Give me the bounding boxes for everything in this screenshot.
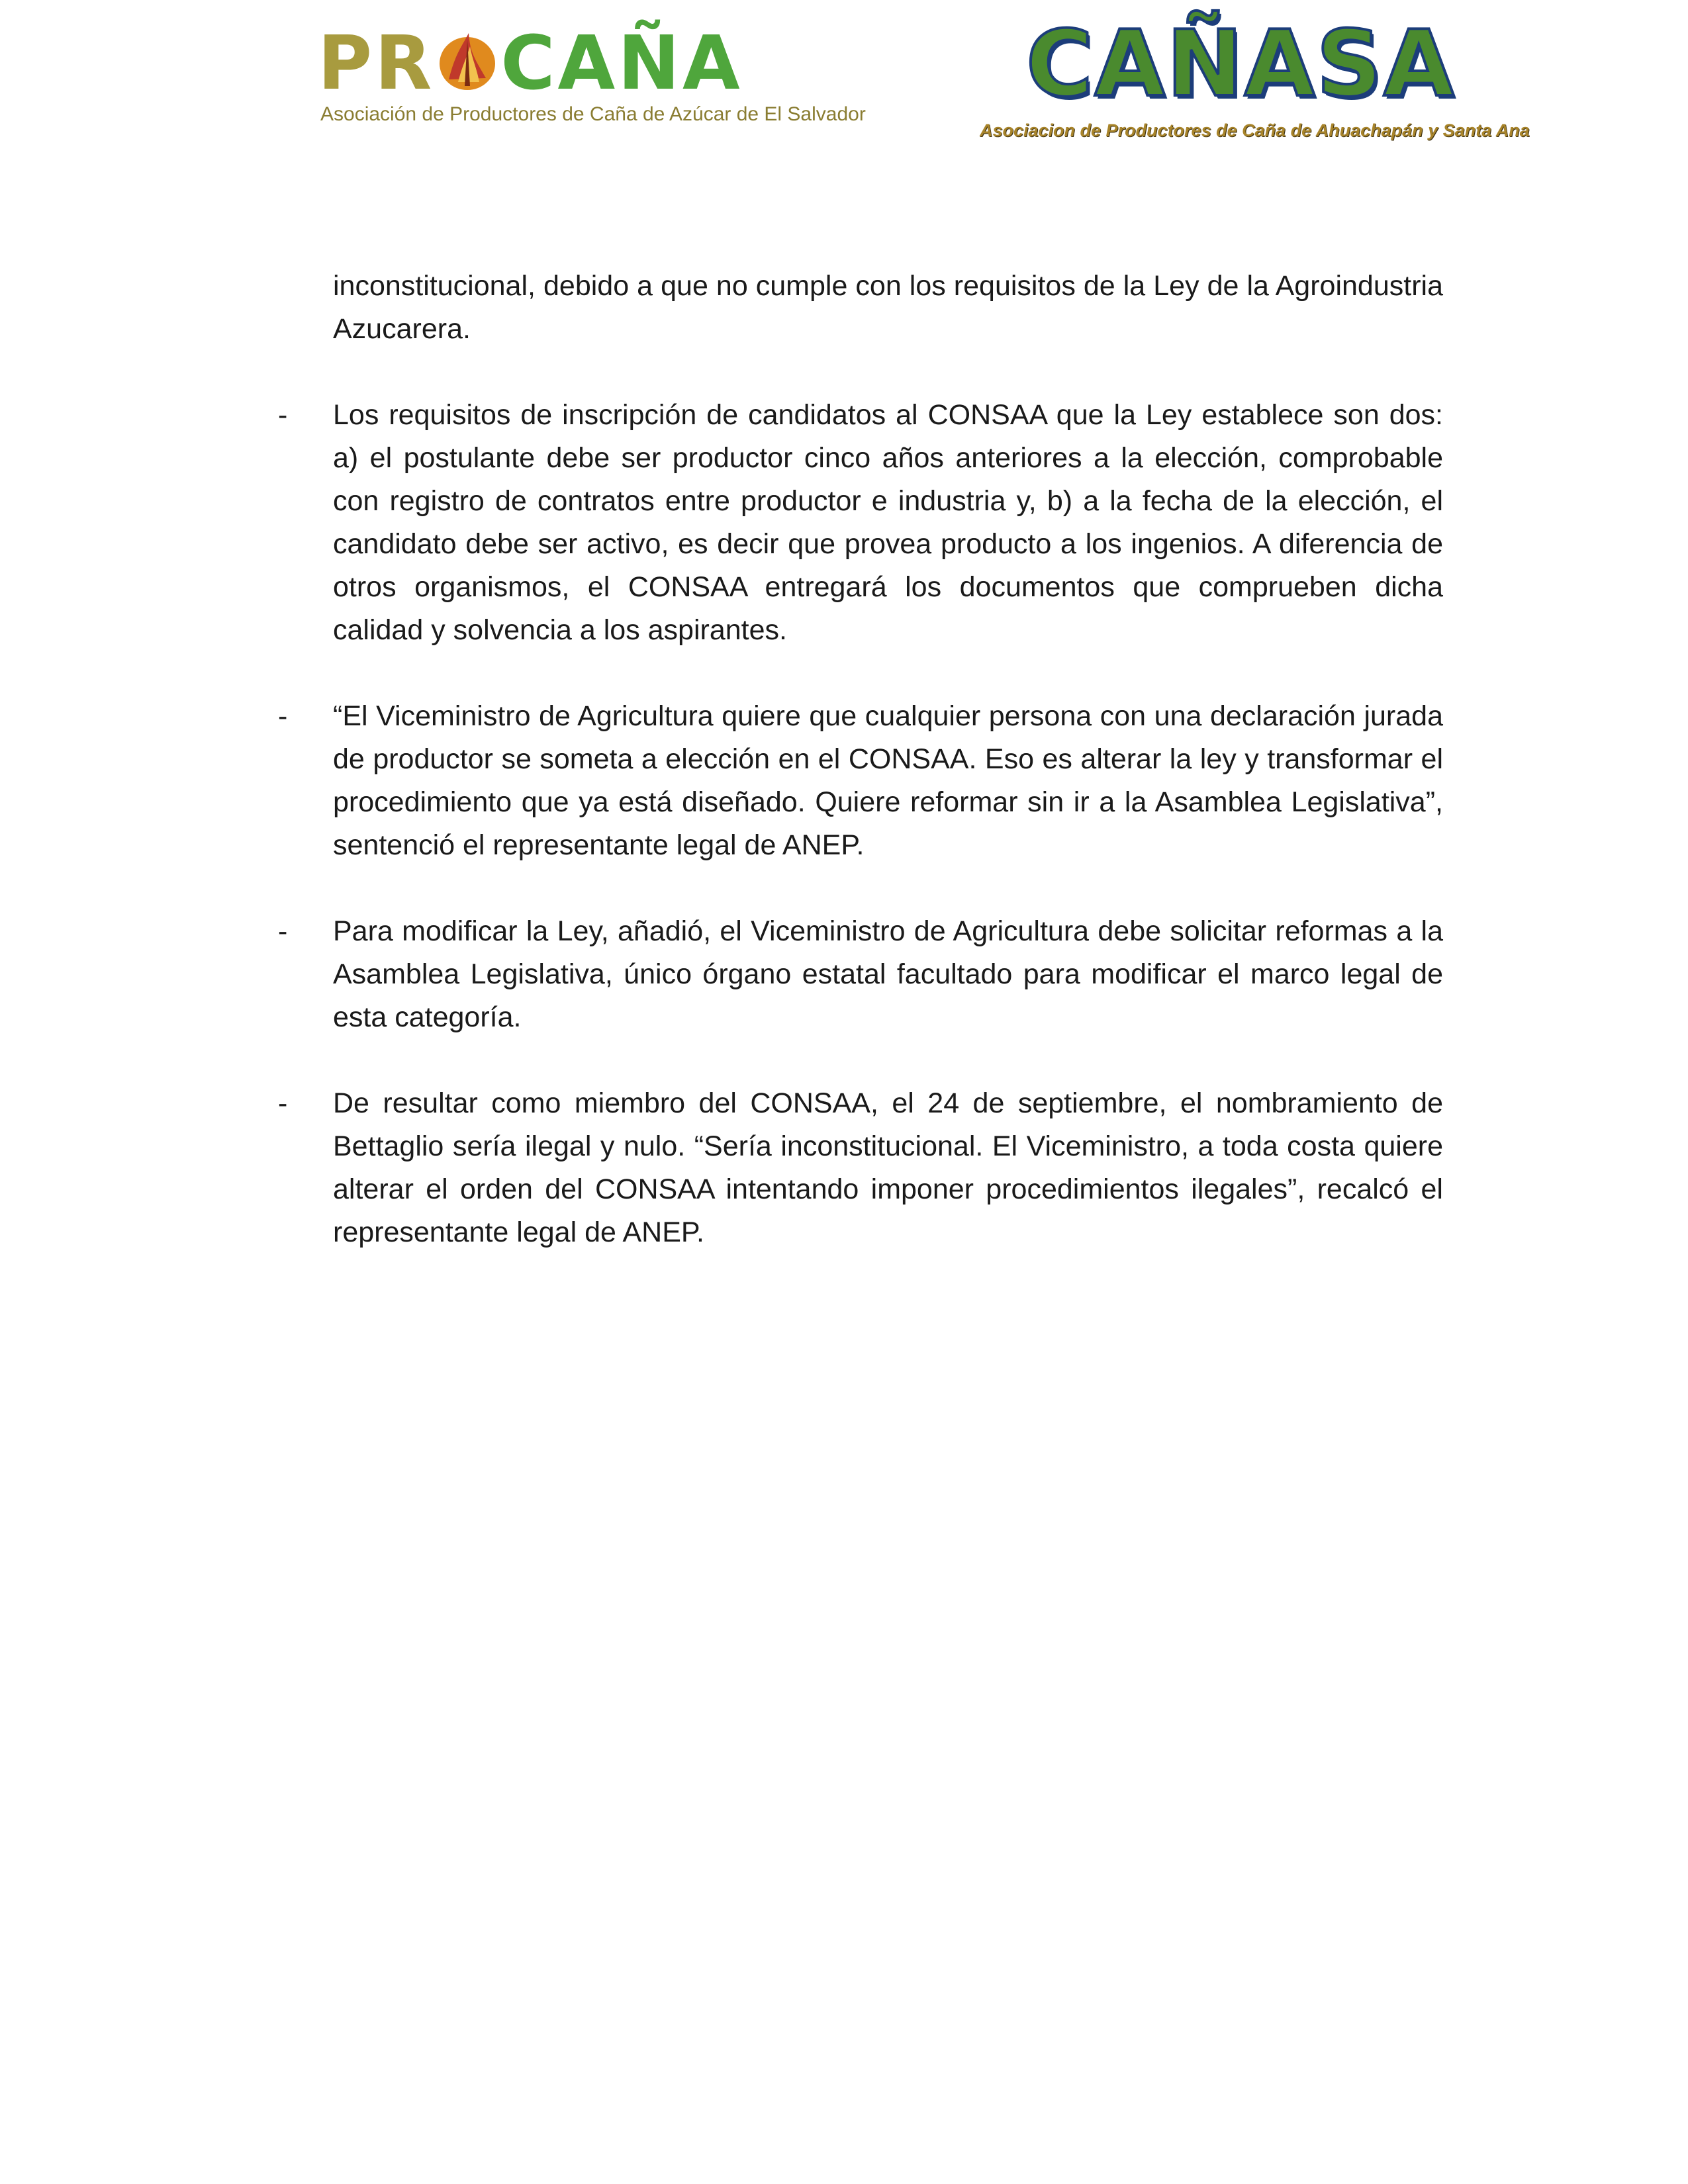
bullet-dash: - bbox=[278, 399, 288, 431]
list-item-text: Los requisitos de inscripción de candidatos al CONSAA que la Ley establece son dos: a) el postulante debe ser productor cinco años anteriores a la elección, comprobable con registro de contratos entre productor e industria y, b) a la fecha de la elección, el candidato debe ser activo, es decir que provea producto a los ingenios. A diferencia de otros organismos, el CONSAA entregará los documentos que comprueben dicha calidad y solvencia a los aspirantes. bbox=[333, 399, 1443, 646]
procana-wordmark bbox=[318, 21, 743, 107]
bullet-dash: - bbox=[278, 1087, 288, 1119]
document-body bbox=[278, 265, 1443, 1297]
procana-word-left: PR bbox=[318, 21, 435, 107]
continuation-paragraph bbox=[278, 265, 1443, 351]
page-header bbox=[0, 0, 1688, 159]
list-item bbox=[278, 394, 1443, 652]
bullet-dash: - bbox=[278, 700, 288, 732]
list-item-text: Para modificar la Ley, añadió, el Viceministro de Agricultura debe solicitar reformas a la Asamblea Legislativa, único órgano estatal facultado para modificar el marco legal de esta categoría. bbox=[333, 915, 1443, 1033]
list-item bbox=[278, 1082, 1443, 1254]
procana-logo bbox=[318, 21, 866, 126]
cane-flame-icon bbox=[436, 26, 499, 93]
bullet-dash: - bbox=[278, 915, 288, 947]
list-item-text: “El Viceministro de Agricultura quiere que cualquier persona con una declaración jurada de productor se someta a elección en el CONSAA. Eso es alterar la ley y transformar el procedimiento que ya está diseñado. Quiere reformar sin ir a la Asamblea Legislativa”, sentenció el representante legal de ANEP. bbox=[333, 700, 1443, 861]
canasa-logo bbox=[980, 11, 1530, 147]
procana-word-right: CAÑA bbox=[500, 21, 743, 107]
canasa-wordmark: CAÑASA bbox=[1026, 11, 1456, 117]
paragraph-text: inconstitucional, debido a que no cumple con los requisitos de la Ley de la Agroindustria Azucarera. bbox=[333, 270, 1443, 345]
list-item bbox=[278, 695, 1443, 867]
list-item-text: De resultar como miembro del CONSAA, el 24 de septiembre, el nombramiento de Bettaglio sería ilegal y nulo. “Sería inconstitucional. El Viceministro, a toda costa quiere alterar el orden del CONSAA intentando imponer procedimientos ilegales”, recalcó el representante legal de ANEP. bbox=[333, 1087, 1443, 1248]
canasa-subtitle: Asociacion de Productores de Caña de Ahuachapán y Santa Ana bbox=[980, 120, 1530, 140]
procana-subtitle: Asociación de Productores de Caña de Azúcar de El Salvador bbox=[320, 103, 866, 125]
list-item bbox=[278, 910, 1443, 1039]
